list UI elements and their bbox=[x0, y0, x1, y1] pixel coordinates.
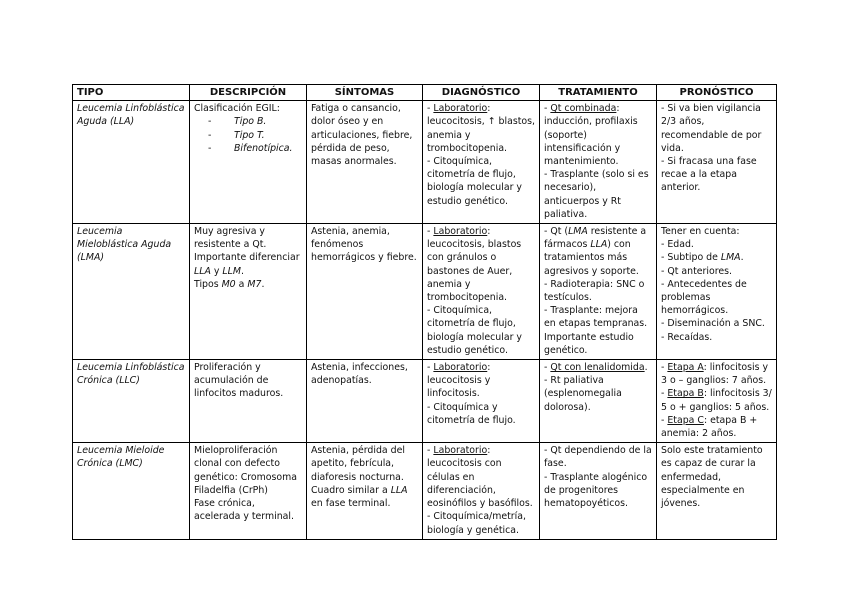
descripcion-l3 bbox=[194, 278, 302, 291]
text-part: . bbox=[740, 252, 744, 264]
tratamiento-p2: - Trasplante (solo si es necesario), anticuerpos y Rt paliativa. bbox=[544, 169, 649, 220]
text-part: . bbox=[240, 265, 244, 277]
text-part: - Qt ( bbox=[544, 226, 569, 238]
leukemia-table bbox=[72, 84, 777, 540]
tratamiento-p1 bbox=[544, 361, 652, 374]
text-part: Astenia, pérdida del apetito, febrícula, diaforesis nocturna. Cuadro similar a bbox=[311, 445, 405, 496]
list-item: - Antecedentes de problemas hemorrágicos. bbox=[661, 278, 747, 317]
p1-prefix: - bbox=[544, 103, 551, 115]
lab-prefix: - bbox=[427, 226, 434, 238]
header-tratamiento: TRATAMIENTO bbox=[540, 85, 657, 101]
cell-tratamiento bbox=[540, 360, 657, 443]
lab-label: Laboratorio bbox=[433, 226, 488, 238]
etapa-label: Etapa A bbox=[667, 362, 704, 374]
text-part: . bbox=[261, 278, 265, 290]
cell-descripcion bbox=[190, 101, 307, 224]
list-item: - Diseminación a SNC. bbox=[661, 318, 765, 330]
text-part: M7 bbox=[247, 278, 262, 290]
header-diagnostico: DIAGNÓSTICO bbox=[423, 85, 540, 101]
text-part: - Subtipo de bbox=[661, 252, 721, 264]
lab-prefix: - bbox=[427, 362, 434, 374]
list-item: - Bifenotípica. bbox=[208, 142, 302, 155]
text-part: LMA bbox=[568, 226, 588, 238]
cell-diagnostico bbox=[423, 101, 540, 224]
list-item: - Tipo T. bbox=[208, 129, 302, 142]
text-part: : linfocitosis y 3 o – ganglios: 7 años. bbox=[661, 362, 769, 387]
text-part: M0 bbox=[221, 278, 236, 290]
header-pronostico: PRONÓSTICO bbox=[657, 85, 777, 101]
cell-pronostico bbox=[657, 224, 777, 360]
table-row bbox=[73, 360, 777, 443]
text-part: : linfocitosis 3/ 5 o + ganglios: 5 años. bbox=[661, 388, 772, 413]
p1-text: : inducción, profilaxis (soporte) intensificación y mantenimiento. bbox=[544, 103, 638, 168]
lab-label: Laboratorio bbox=[433, 103, 488, 115]
cell-pronostico: Solo este tratamiento es capaz de curar la enfermedad, especialmente en jóvenes. bbox=[657, 443, 777, 539]
tratamiento-p2: - Rt paliativa (esplenomegalia dolorosa). bbox=[544, 375, 622, 413]
header-sintomas: SÍNTOMAS bbox=[307, 85, 423, 101]
diagnostico-lab bbox=[427, 361, 535, 401]
pronostico-l1: - Si va bien vigilancia 2/3 años, recomendable de por vida. bbox=[661, 103, 762, 154]
descripcion-intro: Clasificación EGIL: bbox=[194, 103, 280, 115]
p1-prefix: - bbox=[544, 362, 551, 374]
cell-sintomas: Astenia, infecciones, adenopatías. bbox=[307, 360, 423, 443]
text-part: ) con tratamientos más agresivos y soporte. bbox=[544, 239, 639, 277]
list-item: - Qt anteriores. bbox=[661, 265, 733, 277]
tratamiento-p1 bbox=[544, 225, 652, 278]
descripcion-l1: Muy agresiva y resistente a Qt. bbox=[194, 226, 267, 251]
header-tipo: TIPO bbox=[73, 85, 190, 101]
etapa-c bbox=[661, 414, 772, 440]
etapa-label: Etapa C bbox=[667, 414, 704, 426]
lab-prefix: - bbox=[427, 445, 434, 457]
cell-tipo: Leucemia Linfoblástica Aguda (LLA) bbox=[73, 101, 190, 224]
lab-text: : leucocitosis con células en diferenciación, eosinófilos y basófilos. bbox=[427, 445, 533, 510]
list-item: - Recaídas. bbox=[661, 331, 713, 343]
tratamiento-p2: - Trasplante alogénico de progenitores hematopoyéticos. bbox=[544, 471, 648, 510]
text-part: Tipos bbox=[194, 278, 222, 290]
lab-text: : leucocitosis y linfocitosis. bbox=[427, 362, 491, 400]
cell-descripcion: Proliferación y acumulación de linfocitos maduros. bbox=[190, 360, 307, 443]
list-item bbox=[661, 251, 772, 264]
diagnostico-lab bbox=[427, 225, 535, 304]
header-row bbox=[73, 85, 777, 101]
text-part: LLM bbox=[222, 265, 241, 277]
diagnostico-lab bbox=[427, 444, 535, 510]
lab-label: Laboratorio bbox=[433, 445, 488, 457]
text-part: LLA bbox=[390, 484, 408, 496]
table-row bbox=[73, 224, 777, 360]
pronostico-head: Tener en cuenta: bbox=[661, 226, 740, 238]
cell-descripcion bbox=[190, 224, 307, 360]
cell-pronostico bbox=[657, 101, 777, 224]
table-row bbox=[73, 443, 777, 539]
etapa-a bbox=[661, 361, 772, 387]
cell-diagnostico bbox=[423, 360, 540, 443]
text-part: en fase terminal. bbox=[311, 498, 391, 510]
tratamiento-p3: - Trasplante: mejora en etapas tempranas. Importante estudio genético. bbox=[544, 305, 648, 356]
cell-sintomas: Fatiga o cansancio, dolor óseo y en articulaciones, fiebre, pérdida de peso, masas anormales. bbox=[307, 101, 423, 224]
text-part: a bbox=[235, 278, 248, 290]
cell-sintomas: Astenia, anemia, fenómenos hemorrágicos y fiebre. bbox=[307, 224, 423, 360]
descripcion-l2 bbox=[194, 251, 302, 277]
cell-sintomas bbox=[307, 443, 423, 539]
descripcion-l1: Mieloproliferación clonal con defecto genético: Cromosoma Filadelfia (CrPh) bbox=[194, 445, 298, 496]
text-part: - bbox=[661, 362, 668, 374]
text-part: - bbox=[661, 414, 668, 426]
pronostico-l2: - Si fracasa una fase recae a la etapa anterior. bbox=[661, 156, 757, 194]
diagnostico-extra: - Citoquímica, citometría de flujo, biología molecular y estudio genético. bbox=[427, 305, 522, 356]
text-part: resistente a fármacos bbox=[544, 226, 647, 251]
cell-tratamiento bbox=[540, 101, 657, 224]
diagnostico-extra: - Citoquímica, citometría de flujo, biología molecular y estudio genético. bbox=[427, 156, 522, 207]
diagnostico-extra: - Citoquímica y citometría de flujo. bbox=[427, 401, 516, 426]
text-part: Importante diferenciar bbox=[194, 252, 300, 264]
list-item: - Edad. bbox=[661, 239, 694, 251]
text-part: LLA bbox=[590, 239, 608, 251]
table-row bbox=[73, 101, 777, 224]
text-part: : etapa B + anemia: 2 años. bbox=[661, 414, 758, 440]
cell-descripcion bbox=[190, 443, 307, 539]
cell-tipo: Leucemia Mieloblástica Aguda (LMA) bbox=[73, 224, 190, 360]
tratamiento-p2: - Radioterapia: SNC o testículos. bbox=[544, 278, 645, 304]
text-part: y bbox=[210, 265, 223, 277]
p1-label: Qt combinada bbox=[550, 103, 617, 115]
lab-text: : leucocitosis, blastos con gránulos o bastones de Auer, anemia y trombocitopenia. bbox=[427, 226, 522, 304]
cell-tipo: Leucemia Linfoblástica Crónica (LLC) bbox=[73, 360, 190, 443]
egil-list bbox=[194, 115, 302, 155]
diagnostico-lab bbox=[427, 102, 535, 155]
cell-tratamiento bbox=[540, 224, 657, 360]
lab-label: Laboratorio bbox=[433, 362, 488, 374]
p1-text: . bbox=[644, 362, 648, 374]
etapa-label: Etapa B bbox=[667, 388, 704, 400]
cell-diagnostico bbox=[423, 443, 540, 539]
descripcion-l2: Fase crónica, acelerada y terminal. bbox=[194, 498, 294, 523]
tratamiento-p1 bbox=[544, 102, 652, 168]
cell-tratamiento bbox=[540, 443, 657, 539]
cell-diagnostico bbox=[423, 224, 540, 360]
text-part: LLA bbox=[194, 265, 211, 277]
text-part: LMA bbox=[720, 252, 741, 264]
p1-label: Qt con lenalidomida bbox=[550, 362, 645, 374]
lab-prefix: - bbox=[427, 103, 434, 115]
etapa-b bbox=[661, 387, 772, 413]
header-descripcion: DESCRIPCIÓN bbox=[190, 85, 307, 101]
diagnostico-extra: - Citoquímica/metría, biología y genética. bbox=[427, 511, 526, 536]
list-item: - Tipo B. bbox=[208, 115, 302, 128]
cell-pronostico bbox=[657, 360, 777, 443]
text-part: - bbox=[661, 388, 668, 400]
cell-tipo: Leucemia Mieloide Crónica (LMC) bbox=[73, 443, 190, 539]
document-page bbox=[72, 84, 776, 540]
lab-text: : leucocitosis, ↑ blastos, anemia y trombocitopenia. bbox=[427, 103, 536, 154]
tratamiento-p1: - Qt dependiendo de la fase. bbox=[544, 445, 652, 470]
